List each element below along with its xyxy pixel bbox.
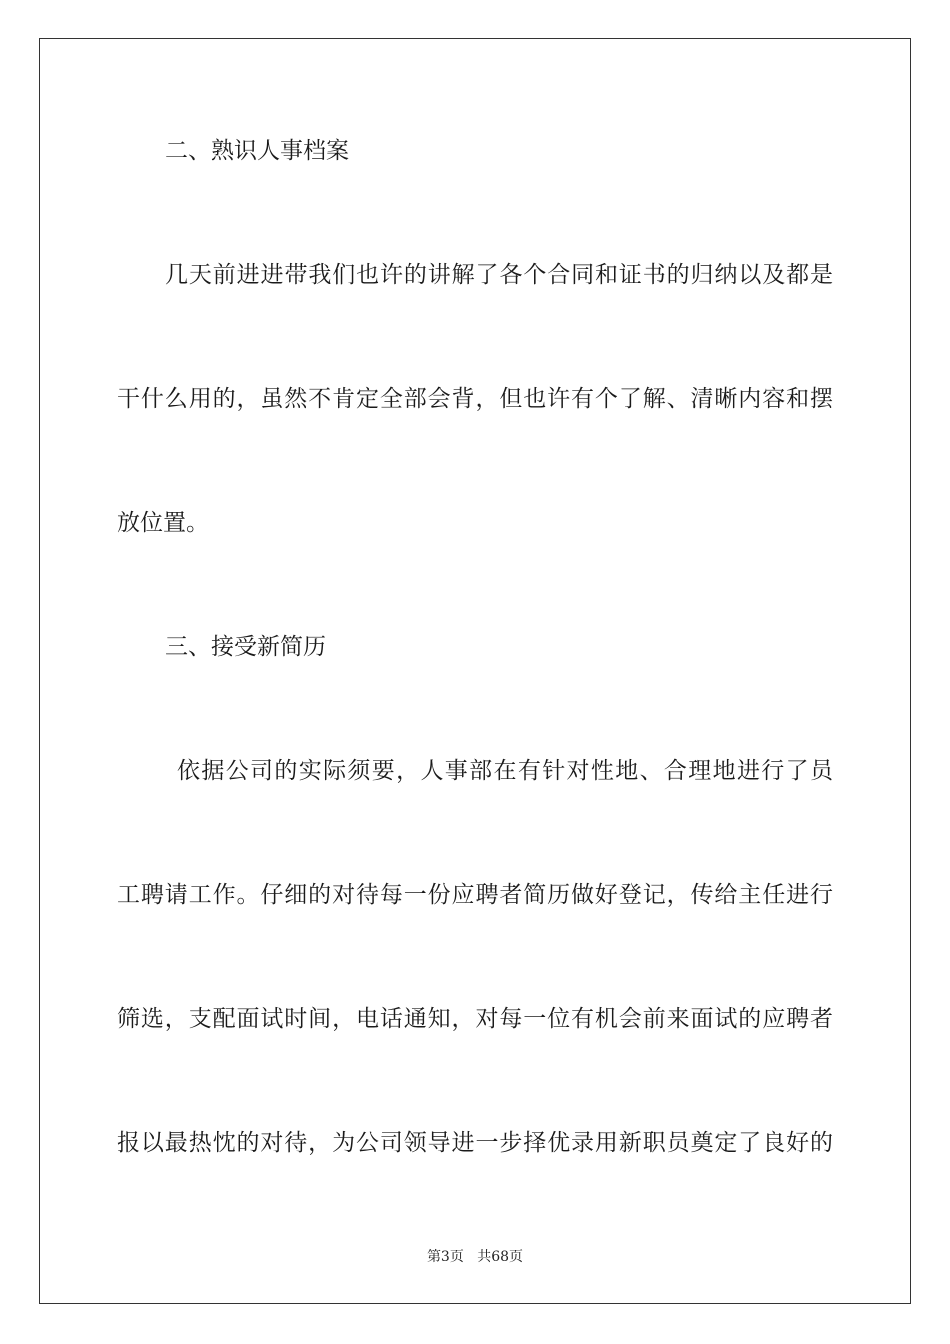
paragraph-line: 干什么用的，虽然不肯定全部会背，但也许有个了解、清晰内容和摆 [117,386,833,412]
paragraph-line: 报以最热忱的对待，为公司领导进一步择优录用新职员奠定了良好的 [117,1130,833,1156]
page-border [39,38,911,1304]
paragraph-line: 工聘请工作。仔细的对待每一份应聘者简历做好登记，传给主任进行 [117,882,833,908]
page-number: 第3页 [426,1249,464,1265]
page-total: 共68页 [477,1249,524,1265]
section-heading-3: 三、接受新简历 [165,634,326,660]
page-footer [0,1248,950,1266]
paragraph-line: 几天前进进带我们也许的讲解了各个合同和证书的归纳以及都是 [165,262,833,288]
section-heading-2: 二、熟识人事档案 [165,138,349,164]
paragraph-line: 放位置。 [117,510,209,536]
paragraph-line: 筛选，支配面试时间，电话通知，对每一位有机会前来面试的应聘者 [117,1006,833,1032]
paragraph-line: 依据公司的实际须要，人事部在有针对性地、合理地进行了员 [177,758,833,784]
